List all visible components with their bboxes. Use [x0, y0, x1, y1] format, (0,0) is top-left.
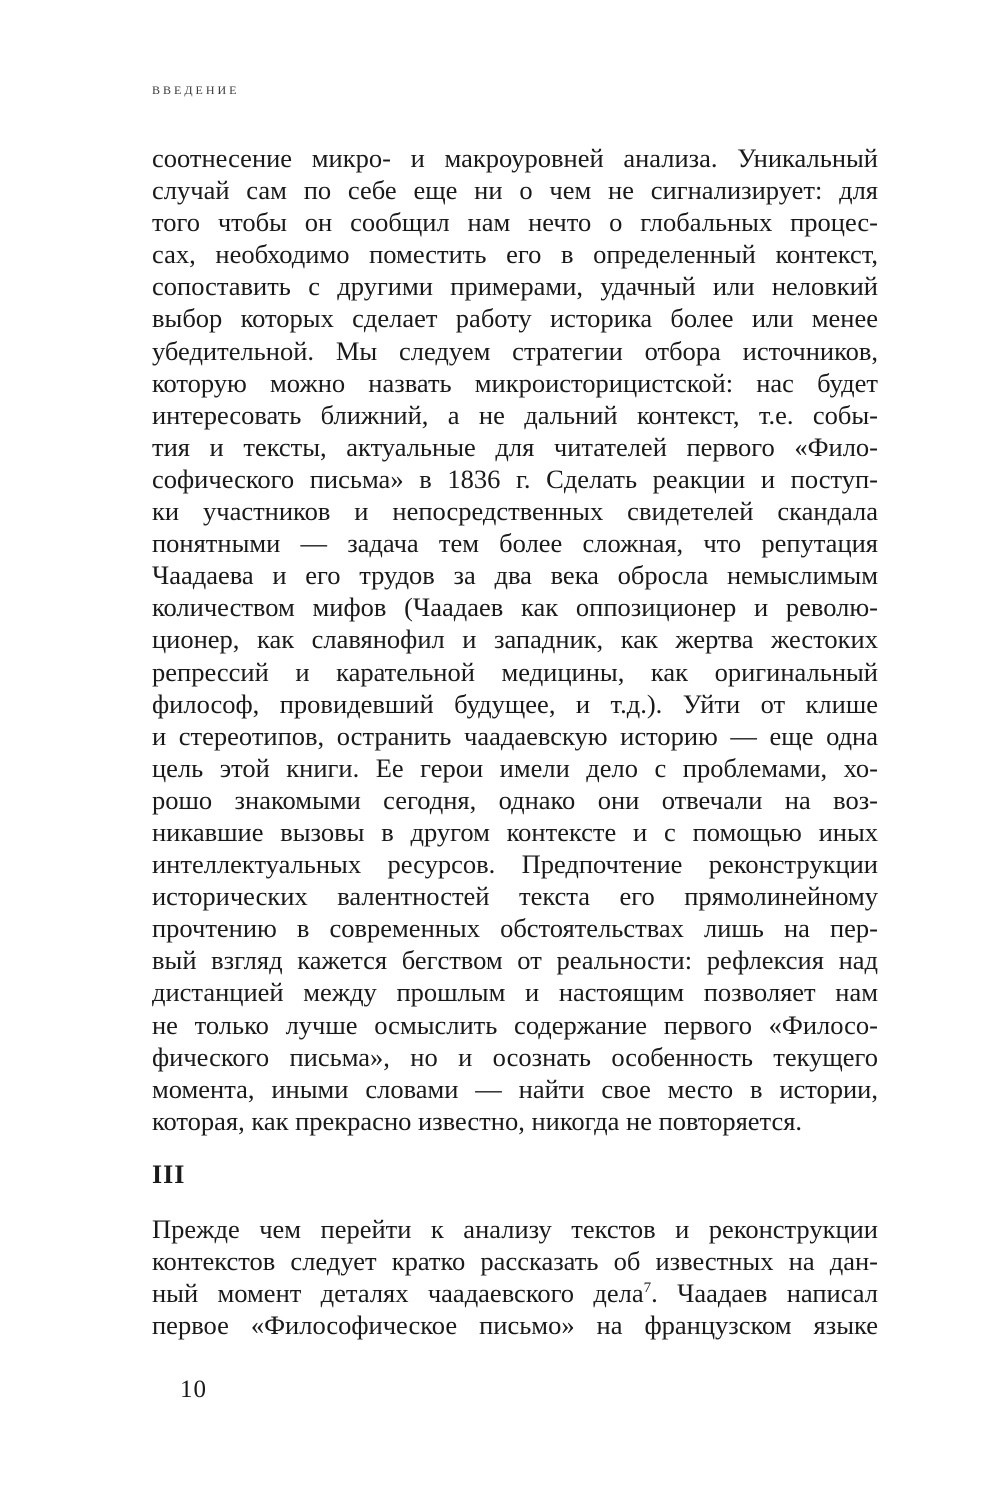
- paragraph-1: [152, 142, 878, 1137]
- text-line: фического письма», но и осознать особенность текущего: [152, 1041, 878, 1072]
- text-line: цель этой книги. Ее герои имели дело с проблемами, хо-: [152, 752, 878, 783]
- text-line: которую можно назвать микроисторицистской: нас будет: [152, 367, 878, 398]
- text-line: того чтобы он сообщил нам нечто о глобальных процес-: [152, 207, 878, 238]
- text-segment: . Чаадаев написал: [651, 1278, 878, 1309]
- text-line: софического письма» в 1836 г. Сделать реакции и поступ-: [152, 463, 878, 494]
- text-line: и стереотипов, остранить чаадаевскую историю — еще одна: [152, 720, 878, 751]
- running-head: ВВЕДЕНИЕ: [152, 83, 240, 97]
- text-line: сопоставить с другими примерами, удачный или неловкий: [152, 271, 878, 302]
- text-line: контекстов следует кратко рассказать об известных на дан-: [152, 1246, 878, 1277]
- text-line: Прежде чем перейти к анализу текстов и реконструкции: [152, 1214, 878, 1244]
- text-line: интересовать ближний, а не дальний контекст, т.е. собы-: [152, 399, 878, 430]
- text-line: ционер, как славянофил и западник, как жертва жестоких: [152, 624, 878, 655]
- text-line: тия и тексты, актуальные для читателей первого «Фило-: [152, 431, 878, 462]
- text-line: никавшие вызовы в другом контексте и с помощью иных: [152, 816, 878, 847]
- text-line: первое «Философическое письмо» на французском языке: [152, 1310, 878, 1341]
- text-line: Чаадаева и его трудов за два века обросла немыслимым: [152, 560, 878, 591]
- text-line: дистанцией между прошлым и настоящим позволяет нам: [152, 977, 878, 1008]
- text-line: интеллектуальных ресурсов. Предпочтение реконструкции: [152, 849, 878, 880]
- text-line: прочтению в современных обстоятельствах лишь на пер-: [152, 913, 878, 944]
- text-segment: ный момент деталях чаадаевского дела: [152, 1278, 644, 1309]
- text-line: понятными — задача тем более сложная, что репутация: [152, 528, 878, 559]
- section-heading: III: [152, 1160, 186, 1189]
- text-line: количеством мифов (Чаадаев как оппозиционер и револю-: [152, 592, 878, 623]
- text-line: которая, как прекрасно известно, никогда не повторяется.: [152, 1105, 803, 1136]
- text-line: убедительной. Мы следуем стратегии отбора источников,: [152, 335, 878, 366]
- text-line: не только лучше осмыслить содержание первого «Филосо-: [152, 1009, 878, 1040]
- text-line: вый взгляд кажется бегством от реальности: рефлексия над: [152, 945, 878, 976]
- text-line: рошо знакомыми сегодня, однако они отвечали на воз-: [152, 784, 878, 815]
- text-line: исторических валентностей текста его прямолинейному: [152, 881, 878, 912]
- text-line-with-footnote: [152, 1277, 878, 1309]
- text-line: репрессий и карательной медицины, как оригинальный: [152, 656, 878, 687]
- text-line: случай сам по себе еще ни о чем не сигнализирует: для: [152, 175, 878, 206]
- text-line: момента, иными словами — найти свое место в истории,: [152, 1073, 878, 1104]
- page-number: 10: [180, 1376, 207, 1403]
- paragraph-2: [152, 1213, 878, 1341]
- text-line: ки участников и непосредственных свидетелей скандала: [152, 496, 878, 527]
- text-line: сах, необходимо поместить его в определенный контекст,: [152, 239, 878, 270]
- footnote-marker[interactable]: 7: [643, 1280, 652, 1297]
- text-line: философ, провидевший будущее, и т.д.). Уйти от клише: [152, 688, 878, 719]
- text-line: выбор которых сделает работу историка более или менее: [152, 303, 878, 334]
- text-line: соотнесение микро- и макроуровней анализа. Уникальный: [152, 143, 878, 173]
